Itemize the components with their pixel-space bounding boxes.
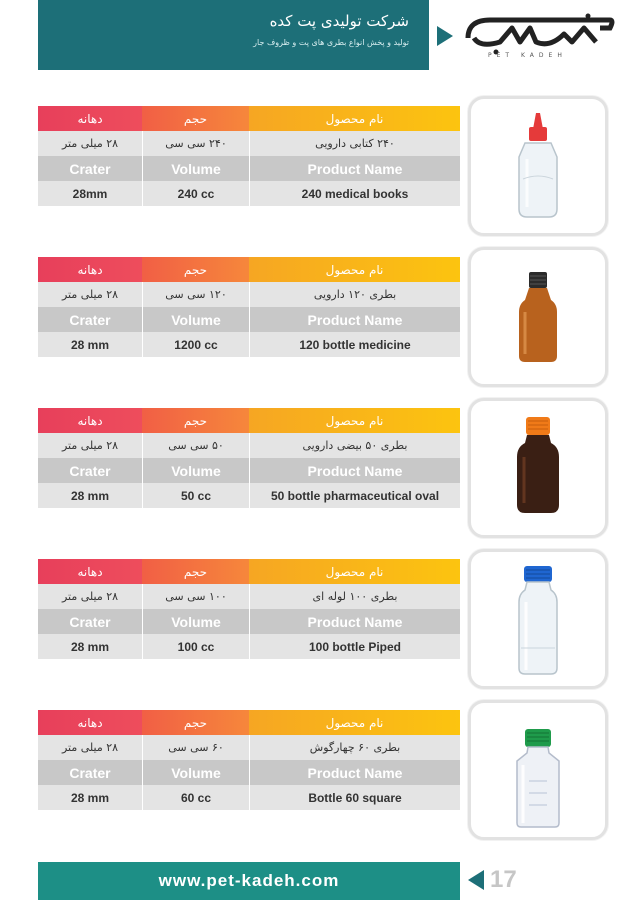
volume-label-en: Volume <box>142 458 249 483</box>
name-value-fa: بطری ۱۰۰ لوله ای <box>249 584 460 609</box>
volume-header: حجم <box>142 106 249 131</box>
product-table <box>38 257 460 357</box>
mouth-header: دهانه <box>38 257 142 282</box>
name-header: نام محصول <box>249 710 460 735</box>
product-card <box>38 549 613 679</box>
mouth-label-en: Crater <box>38 156 142 181</box>
name-header: نام محصول <box>249 106 460 131</box>
volume-header: حجم <box>142 559 249 584</box>
name-value-fa: بطری ۱۲۰ دارویی <box>249 282 460 307</box>
volume-value-fa: ۲۴۰ سی سی <box>142 131 249 156</box>
mouth-header: دهانه <box>38 710 142 735</box>
name-value-fa: بطری ۶۰ چهارگوش <box>249 735 460 760</box>
name-label-en: Product Name <box>249 760 460 785</box>
mouth-value-fa: ۲۸ میلی متر <box>38 584 142 609</box>
product-table <box>38 408 460 508</box>
mouth-value-fa: ۲۸ میلی متر <box>38 131 142 156</box>
name-label-en: Product Name <box>249 307 460 332</box>
volume-value-en: 1200 cc <box>142 332 249 357</box>
name-header: نام محصول <box>249 559 460 584</box>
pet-kadeh-logo <box>460 8 620 68</box>
header-banner <box>38 0 429 70</box>
volume-value-en: 100 cc <box>142 634 249 659</box>
volume-value-en: 60 cc <box>142 785 249 810</box>
name-header: نام محصول <box>249 408 460 433</box>
mouth-header: دهانه <box>38 408 142 433</box>
amber-bottle-image <box>471 250 605 384</box>
volume-header: حجم <box>142 257 249 282</box>
mouth-label-en: Crater <box>38 609 142 634</box>
volume-value-en: 240 cc <box>142 181 249 206</box>
product-image-frame <box>468 398 608 538</box>
company-title: شرکت تولیدی پت کده <box>269 12 409 30</box>
name-label-en: Product Name <box>249 458 460 483</box>
volume-value-en: 50 cc <box>142 483 249 508</box>
product-table <box>38 106 460 206</box>
mouth-value-en: 28 mm <box>38 332 142 357</box>
product-table <box>38 710 460 810</box>
mouth-value-fa: ۲۸ میلی متر <box>38 282 142 307</box>
mouth-header: دهانه <box>38 106 142 131</box>
clear-dropper-bottle-image <box>471 99 605 233</box>
name-value-en: 100 bottle Piped <box>249 634 460 659</box>
product-card <box>38 96 613 226</box>
volume-value-fa: ۱۰۰ سی سی <box>142 584 249 609</box>
volume-label-en: Volume <box>142 609 249 634</box>
product-table <box>38 559 460 659</box>
clear-piped-bottle-image <box>471 552 605 686</box>
mouth-value-en: 28 mm <box>38 634 142 659</box>
mouth-value-en: 28 mm <box>38 785 142 810</box>
footer-banner <box>38 862 460 900</box>
name-value-en: 50 bottle pharmaceutical oval <box>249 483 460 508</box>
footer-arrow-icon <box>468 870 484 890</box>
amber-oval-bottle-image <box>471 401 605 535</box>
name-label-en: Product Name <box>249 156 460 181</box>
product-image-frame <box>468 96 608 236</box>
name-value-en: 240 medical books <box>249 181 460 206</box>
product-card <box>38 247 613 377</box>
product-card <box>38 700 613 830</box>
logo-subtext: PET KADEH <box>488 52 567 59</box>
volume-label-en: Volume <box>142 307 249 332</box>
name-value-en: Bottle 60 square <box>249 785 460 810</box>
mouth-label-en: Crater <box>38 760 142 785</box>
volume-header: حجم <box>142 710 249 735</box>
name-value-en: 120 bottle medicine <box>249 332 460 357</box>
mouth-label-en: Crater <box>38 458 142 483</box>
company-subtitle: تولید و پخش انواع بطری های پت و ظروف جار <box>253 38 409 47</box>
volume-label-en: Volume <box>142 156 249 181</box>
mouth-label-en: Crater <box>38 307 142 332</box>
name-header: نام محصول <box>249 257 460 282</box>
mouth-value-fa: ۲۸ میلی متر <box>38 735 142 760</box>
header-arrow-icon <box>437 26 453 46</box>
mouth-value-fa: ۲۸ میلی متر <box>38 433 142 458</box>
volume-value-fa: ۱۲۰ سی سی <box>142 282 249 307</box>
product-image-frame <box>468 549 608 689</box>
product-card <box>38 398 613 528</box>
product-image-frame <box>468 247 608 387</box>
clear-square-bottle-image <box>471 703 605 837</box>
mouth-value-en: 28 mm <box>38 483 142 508</box>
volume-label-en: Volume <box>142 760 249 785</box>
volume-value-fa: ۵۰ سی سی <box>142 433 249 458</box>
volume-header: حجم <box>142 408 249 433</box>
page-number: 17 <box>490 866 517 893</box>
mouth-header: دهانه <box>38 559 142 584</box>
volume-value-fa: ۶۰ سی سی <box>142 735 249 760</box>
name-label-en: Product Name <box>249 609 460 634</box>
name-value-fa: بطری ۵۰ بیضی دارویی <box>249 433 460 458</box>
product-image-frame <box>468 700 608 840</box>
mouth-value-en: 28mm <box>38 181 142 206</box>
name-value-fa: ۲۴۰ کتابی دارویی <box>249 131 460 156</box>
website-link[interactable]: www.pet-kadeh.com <box>158 871 340 890</box>
